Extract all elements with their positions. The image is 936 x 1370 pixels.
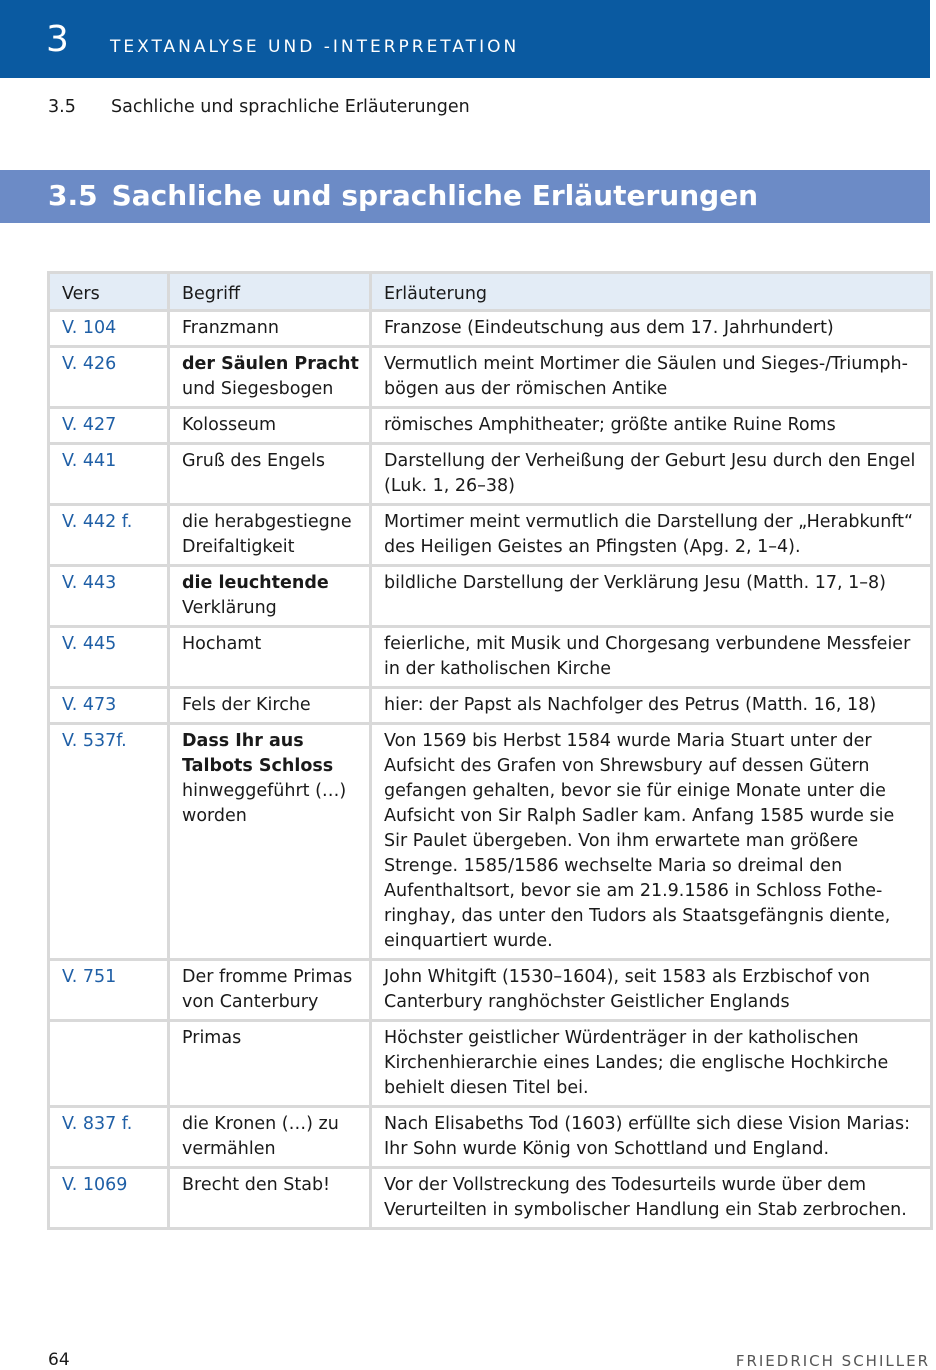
- erlaeuterung-cell: Darstellung der Verheißung der Geburt Jesu durch den Engel (Luk. 1, 26–38): [371, 444, 932, 505]
- chapter-title: TEXTANALYSE UND -INTERPRETATION: [110, 37, 520, 57]
- begriff-cell: Primas: [169, 1021, 371, 1107]
- chapter-number: 3: [46, 19, 69, 60]
- table-row: [49, 1107, 932, 1168]
- vers-cell: V. 442 f.: [49, 505, 169, 566]
- vers-cell: V. 443: [49, 566, 169, 627]
- section-title: [48, 179, 758, 212]
- erlaeuterung-cell: Von 1569 bis Herbst 1584 wurde Maria Stuart unter der Aufsicht des Grafen von Shrewsbury auf dessen Gütern gefangen gehalten, bevor sie für einige Monate unter die Aufsicht von Sir Ralph Sadler kam. Anfang 1585 wurde sie Sir Paulet übergeben. Von ihm erwartete man größere Strenge. 1585/1586 wechselte Maria so dreimal den Aufenthaltsort, bevor sie am 21.9.1586 in Schloss Fotheringhay, das unter den Tudors als Staatsgefängnis diente, einquartiert wurde.: [371, 724, 932, 960]
- erlaeuterung-cell: John Whitgift (1530–1604), seit 1583 als Erzbischof von Canterbury ranghöchster Geistlicher Englands: [371, 960, 932, 1021]
- breadcrumb: [48, 97, 470, 117]
- table-row: [49, 505, 932, 566]
- header-erlaeuterung: Erläuterung: [371, 273, 932, 311]
- vers-cell: V. 445: [49, 627, 169, 688]
- erlaeuterung-cell: Nach Elisabeths Tod (1603) erfüllte sich diese Vision Marias: Ihr Sohn wurde König von Schottland und England.: [371, 1107, 932, 1168]
- table-row: [49, 724, 932, 960]
- begriff-cell: die herabgestiegne Dreifaltigkeit: [169, 505, 371, 566]
- begriff-rest: und Siegesbogen: [182, 379, 334, 399]
- erlaeuterung-cell: feierliche, mit Musik und Chorgesang verbundene Messfeier in der katholischen Kirche: [371, 627, 932, 688]
- section-title-text: Sachliche und sprachliche Erläuterungen: [111, 179, 759, 212]
- header-vers: Vers: [49, 273, 169, 311]
- vers-cell: V. 537f.: [49, 724, 169, 960]
- header-begriff: Begriff: [169, 273, 371, 311]
- table-row: [49, 688, 932, 724]
- table-row: [49, 444, 932, 505]
- section-heading-bar: [0, 170, 930, 223]
- begriff-cell: [169, 347, 371, 408]
- table-header-row: [49, 273, 932, 311]
- begriff-cell: Franzmann: [169, 311, 371, 347]
- begriff-cell: die Kronen (…) zu vermählen: [169, 1107, 371, 1168]
- table-row: [49, 566, 932, 627]
- begriff-bold: die leuchtende: [182, 573, 329, 593]
- erlaeuterung-cell: Vermutlich meint Mortimer die Säulen und Sieges-/Triumphbögen aus der römischen Antike: [371, 347, 932, 408]
- breadcrumb-title: Sachliche und sprachliche Erläuterungen: [111, 97, 470, 117]
- vers-cell: V. 427: [49, 408, 169, 444]
- begriff-cell: [169, 566, 371, 627]
- table-row: [49, 347, 932, 408]
- page-number: 64: [48, 1350, 70, 1370]
- begriff-cell: Der fromme Primas von Canterbury: [169, 960, 371, 1021]
- begriff-cell: [169, 724, 371, 960]
- vers-cell: V. 426: [49, 347, 169, 408]
- vers-cell: V. 441: [49, 444, 169, 505]
- table-row: [49, 311, 932, 347]
- erlaeuterung-cell: bildliche Darstellung der Verklärung Jesu (Matth. 17, 1–8): [371, 566, 932, 627]
- vers-cell: V. 1069: [49, 1168, 169, 1229]
- erlaeuterung-cell: Höchster geistlicher Würdenträger in der katholischen Kirchenhierarchie eines Landes; die englische Hochkirche behielt diesen Titel bei.: [371, 1021, 932, 1107]
- vers-cell: [49, 1021, 169, 1107]
- table-row: [49, 627, 932, 688]
- glossary-table: [47, 271, 933, 1230]
- begriff-bold: Dass Ihr aus Talbots Schloss: [182, 731, 334, 776]
- erlaeuterung-cell: Vor der Vollstreckung des Todesurteils wurde über dem Verurteilten in symbolischer Handlung ein Stab zerbrochen.: [371, 1168, 932, 1229]
- vers-cell: V. 104: [49, 311, 169, 347]
- erlaeuterung-cell: Mortimer meint vermutlich die Darstellung der „Herabkunft“ des Heiligen Geistes an Pfingsten (Apg. 2, 1–4).: [371, 505, 932, 566]
- begriff-cell: Kolosseum: [169, 408, 371, 444]
- vers-cell: V. 837 f.: [49, 1107, 169, 1168]
- begriff-cell: Hochamt: [169, 627, 371, 688]
- begriff-rest: Verklärung: [182, 598, 277, 618]
- running-footer-title: FRIEDRICH SCHILLER: [735, 1352, 930, 1370]
- begriff-cell: Brecht den Stab!: [169, 1168, 371, 1229]
- begriff-cell: Fels der Kirche: [169, 688, 371, 724]
- begriff-rest: hinweggeführt (…) worden: [182, 781, 347, 826]
- table-row: [49, 1168, 932, 1229]
- vers-cell: V. 751: [49, 960, 169, 1021]
- begriff-bold: der Säulen Pracht: [182, 354, 359, 374]
- erlaeuterung-cell: hier: der Papst als Nachfolger des Petrus (Matth. 16, 18): [371, 688, 932, 724]
- section-number: 3.5: [48, 179, 98, 212]
- vers-cell: V. 473: [49, 688, 169, 724]
- table-row: [49, 408, 932, 444]
- breadcrumb-number: 3.5: [48, 97, 76, 117]
- chapter-header-bar: [0, 0, 930, 78]
- begriff-cell: Gruß des Engels: [169, 444, 371, 505]
- erlaeuterung-cell: Franzose (Eindeutschung aus dem 17. Jahrhundert): [371, 311, 932, 347]
- erlaeuterung-cell: römisches Amphitheater; größte antike Ruine Roms: [371, 408, 932, 444]
- table-row: [49, 1021, 932, 1107]
- table-row: [49, 960, 932, 1021]
